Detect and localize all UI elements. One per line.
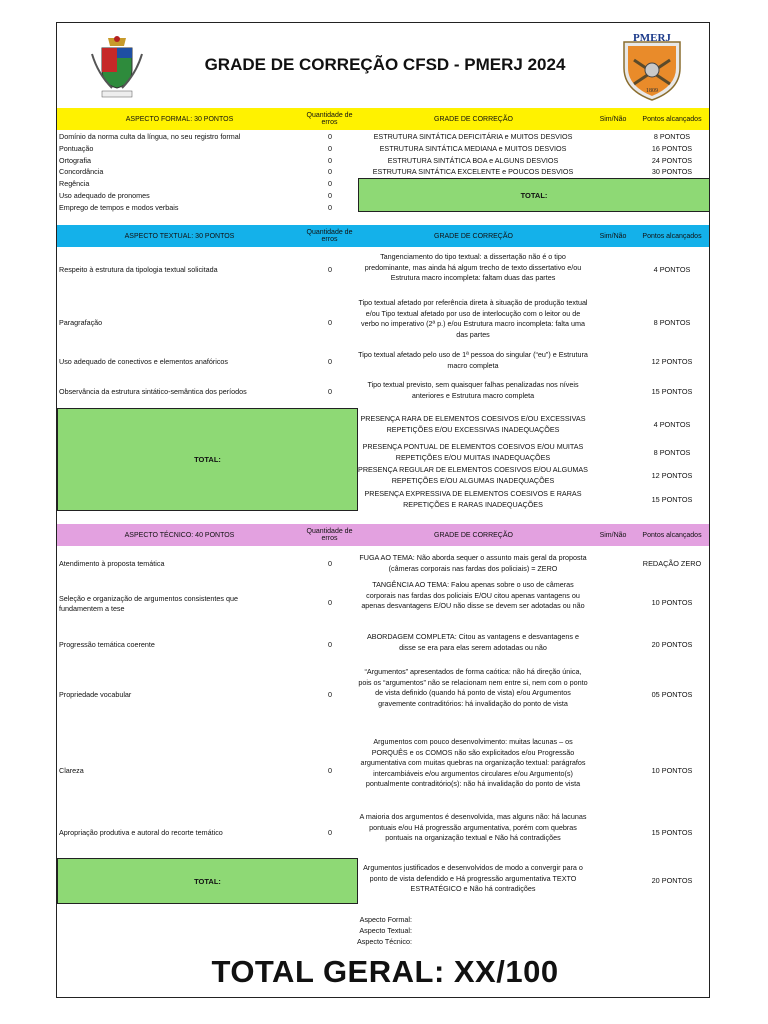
textual-item-points: 12 PONTOS [651, 357, 693, 366]
textual-item-qty: 0 [328, 265, 332, 274]
formal-item-qty: 0 [328, 202, 332, 212]
formal-item-label: Domínio da norma culta da língua, no seu registro formal [59, 132, 241, 141]
textual-cohesion-grade: PRESENÇA EXPRESSIVA DE ELEMENTOS COESIVOS E RARAS REPETIÇÕES E RARAS INADEQUAÇÕES [364, 489, 582, 509]
crest-logo [88, 34, 146, 102]
textual-item-grade: Tipo textual afetado por referência direta à situação de produção textual e/ou Tipo textual afetado por uso de interlocução com o leitor ou de verbo no imperativo (2ª p.) e/ou Estrutura macro incompleta: falta uma das partes [358, 298, 588, 339]
textual-item-grade: Tipo textual previsto, sem quaisquer falhas penalizadas nos níveis anteriores e Estrutura macro completa [367, 380, 579, 400]
textual-cohesion-grade: PRESENÇA REGULAR DE ELEMENTOS COESIVOS E/OU ALGUMAS REPETIÇÕES E/OU ALGUMAS INADEQUAÇÕES [358, 465, 588, 485]
formal-item-label: Pontuação [59, 143, 94, 153]
textual-cohesion-grade: PRESENÇA RARA DE ELEMENTOS COESIVOS E/OU EXCESSIVAS REPETIÇÕES E/OU EXCESSIVAS INADEQUAÇÕES [360, 414, 586, 434]
formal-item-label: Regência [59, 179, 90, 189]
textual-total-box [57, 408, 358, 511]
tecnico-grade-header: GRADE DE CORREÇÃO [434, 531, 513, 539]
textual-item-points: 15 PONTOS [651, 387, 693, 396]
tecnico-item-points: 05 PONTOS [651, 690, 693, 699]
page-title: GRADE DE CORREÇÃO CFSD - PMERJ 2024 [204, 55, 566, 74]
textual-item-label: Observância da estrutura sintático-semântica dos períodos [59, 387, 247, 396]
tecnico-item-qty: 0 [328, 598, 332, 607]
tecnico-item-label: Propriedade vocabular [59, 690, 132, 699]
textual-cohesion-points: 4 PONTOS [653, 420, 691, 429]
tecnico-item-label: Progressão temática coerente [59, 640, 155, 649]
tecnico-total-label: TOTAL: [194, 876, 221, 886]
formal-grade-points: 30 PONTOS [651, 167, 693, 177]
tecnico-aspect-label: ASPECTO TÉCNICO: 40 PONTOS [124, 531, 235, 539]
textual-aspect-label: ASPECTO TEXTUAL: 30 PONTOS [124, 232, 235, 240]
pmerj-badge-logo [620, 30, 684, 102]
textual-cohesion-points: 12 PONTOS [651, 471, 693, 480]
textual-item-qty: 0 [328, 318, 332, 327]
textual-item-points: 8 PONTOS [653, 318, 691, 327]
tecnico-item-qty: 0 [328, 828, 332, 837]
tecnico-header [57, 524, 709, 546]
summary-formal: Aspecto Formal: [359, 915, 412, 924]
formal-item-qty: 0 [328, 143, 332, 153]
tecnico-item-points: 10 PONTOS [651, 598, 693, 607]
formal-qty-header: Quantidade de erros [306, 112, 353, 126]
tecnico-item-grade: “Argumentos” apresentados de forma caótica: não há direção única, pois os “argumentos” não se relacionam nem entre si, nem com o ponto de vista definido (quando há ponto de vista) e/ou Argumentos gravemente contraditórios: há invalidação do ponto de vista [358, 667, 588, 708]
tecnico-item-grade: Argumentos com pouco desenvolvimento: muitas lacunas – os PORQUÊS e os COMOS não são explicitados e/ou Progressão argumentativa com muitas quebras na organização textual: parágrafos intercambiáveis e/ou argumentos circulares e/ou Argumento(s) pontualmente contraditório(s): não há invalidação do ponto de vista [360, 737, 586, 788]
tecnico-item-qty: 0 [328, 766, 332, 775]
tecnico-item-points: 15 PONTOS [651, 828, 693, 837]
textual-cohesion-grade: PRESENÇA PONTUAL DE ELEMENTOS COESIVOS E/OU MUITAS REPETIÇÕES E/OU MUITAS INADEQUAÇÕES [362, 442, 584, 462]
formal-item-label: Emprego de tempos e modos verbais [59, 202, 179, 212]
pmerj-badge-text: PMERJ [633, 32, 671, 44]
textual-item-label: Paragrafação [59, 318, 103, 327]
formal-yesno-header: Sim/Não [599, 115, 627, 123]
summary-tecnico: Aspecto Técnico: [356, 937, 412, 946]
formal-grade-text: ESTRUTURA SINTÁTICA EXCELENTE e POUCOS DESVIOS [372, 167, 574, 177]
textual-cohesion-points: 8 PONTOS [653, 448, 691, 457]
formal-item-qty: 0 [328, 167, 332, 177]
tecnico-item-qty: 0 [328, 559, 332, 568]
formal-item-label: Ortografia [59, 155, 91, 165]
tecnico-item-grade: FUGA AO TEMA: Não aborda sequer o assunto mais geral da proposta (câmeras corporais nas fardas dos policiais) = ZERO [359, 553, 587, 573]
textual-cohesion-points: 15 PONTOS [651, 495, 693, 504]
textual-item-qty: 0 [328, 387, 332, 396]
tecnico-item-label: Clareza [59, 766, 84, 775]
tecnico-item-label: Apropriação produtiva e autoral do recorte temático [59, 828, 223, 837]
textual-item-grade: Tipo textual afetado pelo uso de 1ª pessoa do singular (“eu”) e Estrutura macro completa [358, 350, 588, 370]
textual-points-header: Pontos alcançados [642, 232, 702, 240]
tecnico-last-grade: Argumentos justificados e desenvolvidos de modo a convergir para o ponto de vista defendido e Há progressão argumentativa TEXTO ESTRATÉGICO e Não há contradições [363, 863, 583, 893]
formal-item-qty: 0 [328, 179, 332, 189]
textual-total-label: TOTAL: [194, 455, 221, 464]
formal-grade-text: ESTRUTURA SINTÁTICA DEFICITÁRIA e MUITOS DESVIOS [373, 132, 573, 141]
formal-grade-text: ESTRUTURA SINTÁTICA BOA e ALGUNS DESVIOS [387, 155, 559, 165]
tecnico-item-qty: 0 [328, 640, 332, 649]
formal-item-qty: 0 [328, 132, 332, 141]
formal-aspect-label: ASPECTO FORMAL: 30 PONTOS [125, 115, 234, 123]
textual-item-qty: 0 [328, 357, 332, 366]
formal-item-label: Concordância [59, 167, 104, 177]
tecnico-yesno-header: Sim/Não [599, 531, 627, 539]
tecnico-item-points: REDAÇÃO ZERO [642, 559, 702, 568]
formal-item-qty: 0 [328, 155, 332, 165]
tecnico-item-qty: 0 [328, 690, 332, 699]
tecnico-item-grade: TANGÊNCIA AO TEMA: Falou apenas sobre o uso de câmeras corporais nas fardas dos policiais E/OU citou apenas vantagens ou apenas desvantagens E/OU não disse se devem ser adotadas ou não [361, 580, 585, 610]
textual-grade-header: GRADE DE CORREÇÃO [434, 232, 513, 240]
textual-yesno-header: Sim/Não [599, 232, 627, 240]
formal-grade-points: 16 PONTOS [651, 143, 693, 153]
formal-item-qty: 0 [328, 191, 332, 200]
formal-header [57, 108, 709, 130]
tecnico-total-box [57, 858, 358, 904]
tecnico-item-points: 10 PONTOS [651, 766, 693, 775]
formal-grade-header: GRADE DE CORREÇÃO [434, 115, 513, 123]
formal-grade-points: 8 PONTOS [653, 132, 691, 141]
tecnico-item-grade: A maioria dos argumentos é desenvolvida, mas alguns não: há lacunas pontuais e/ou Há progressão argumentativa, porém com quebras pontuais na organização textual e Não há contradições [359, 812, 587, 842]
tecnico-item-label: Seleção e organização de argumentos consistentes que fundamentem a tese [59, 594, 239, 613]
svg-text:1809: 1809 [646, 88, 658, 94]
textual-item-grade: Tangenciamento do tipo textual: a dissertação não é o tipo predominante, mas ainda há algum trecho de texto dissertativo e/ou Estrutura macro incompleta: faltam duas das partes [364, 252, 582, 282]
tecnico-item-grade: ABORDAGEM COMPLETA: Citou as vantagens e desvantagens e disse se era para elas serem adotadas ou não [367, 632, 579, 652]
tecnico-qty-header: Quantidade de erros [306, 528, 353, 542]
tecnico-item-points: 20 PONTOS [651, 640, 693, 649]
tecnico-points-header: Pontos alcançados [642, 531, 702, 539]
textual-item-label: Respeito à estrutura da tipologia textual solicitada [59, 265, 218, 274]
summary-textual: Aspecto Textual: [359, 926, 412, 935]
formal-total-label: TOTAL: [520, 190, 548, 200]
formal-grade-points: 24 PONTOS [651, 155, 693, 165]
formal-item-label: Uso adequado de pronomes [59, 191, 150, 200]
tecnico-last-points: 20 PONTOS [651, 876, 693, 885]
textual-item-points: 4 PONTOS [653, 265, 691, 274]
textual-header [57, 225, 709, 247]
formal-grade-text: ESTRUTURA SINTÁTICA MEDIANA e MUITOS DESVIOS [379, 143, 567, 153]
textual-qty-header: Quantidade de erros [306, 229, 353, 243]
tecnico-item-label: Atendimento à proposta temática [59, 559, 165, 568]
total-geral: TOTAL GERAL: XX/100 [211, 954, 559, 989]
formal-points-header: Pontos alcançados [642, 115, 702, 123]
textual-item-label: Uso adequado de conectivos e elementos anafóricos [59, 357, 229, 366]
formal-total-box [358, 178, 710, 212]
